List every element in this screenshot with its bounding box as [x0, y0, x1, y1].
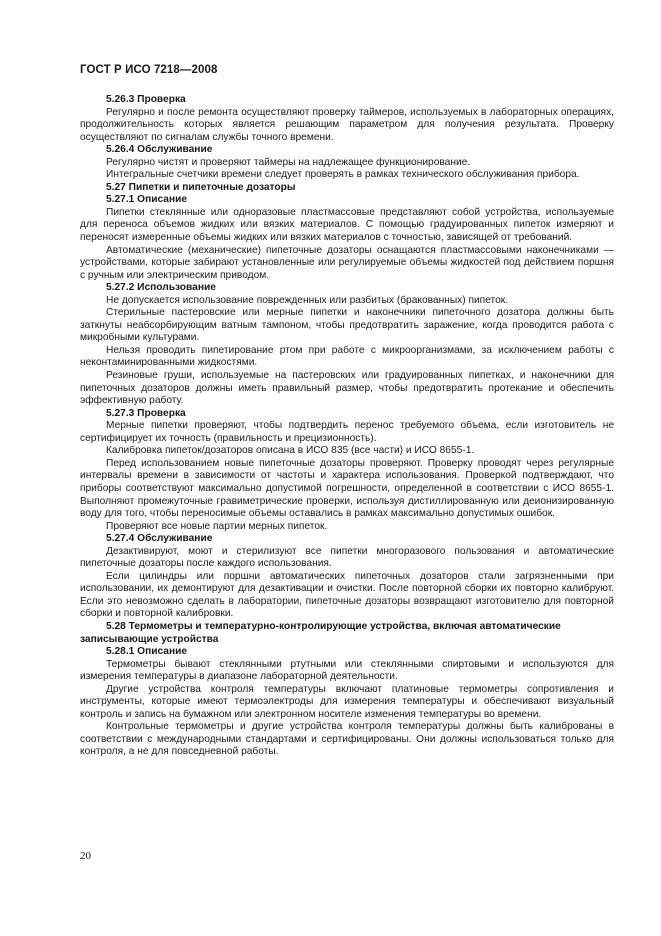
paragraph: Регулярно и после ремонта осуществляют проверку таймеров, используемых в лабораторных операциях, продолжительность которых является решающим параметром для получения результата. Проверку осуществляют по сигналам службы точного времени.	[80, 106, 614, 143]
section-heading: 5.27 Пипетки и пипеточные дозаторы	[106, 181, 296, 193]
paragraph: Интегральные счетчики времени следует проверять в рамках технического обслуживания прибора.	[106, 169, 580, 181]
section-heading: 5.27.4 Обслуживание	[106, 533, 213, 545]
section-heading: 5.27.3 Проверка	[106, 407, 186, 419]
paragraph: Перед использованием новые пипеточные дозаторы проверяют. Проверку проводят через регулярные интервалы времени в зависимости от частоты и характера использования. Проверкой подтверждают, что приборы соответствуют максимально допустимой погрешности, определенной в соответствии с ИСО 8655-1. Выполняют промежуточные гравиметрические проверки, используя дистиллированную или деионизированную воду для того, чтобы переносимые объемы оставались в рамках максимально допустимых ошибок.	[80, 457, 614, 520]
section-heading: 5.28 Термометры и температурно-контролирующие устройства, включая автоматические записывающие устройства	[80, 620, 561, 645]
paragraph: Стерильные пастеровские или мерные пипетки и наконечники пипеточного дозатора должны быть заткнуты неабсорбирующим ватным тампоном, чтобы предотвратить заражение, когда проводится работа с микробными культурами.	[80, 307, 614, 344]
paragraph: Регулярно чистят и проверяют таймеры на надлежащее функционирование.	[106, 156, 471, 168]
paragraph: Термометры бывают стеклянными ртутными или стеклянными спиртовыми и используются для измерения температуры в диапазоне лабораторной деятельности.	[80, 658, 614, 683]
paragraph: Другие устройства контроля температуры включают платиновые термометры сопротивления и инструменты, которые имеют термоэлектроды для измерения температуры и обеспечивают визуальный контроль и запись на бумажном или электронном носителе изменения температуры во времени.	[80, 683, 614, 720]
section-heading: 5.27.2 Использование	[106, 282, 216, 294]
document-body	[80, 94, 614, 759]
paragraph: Если цилиндры или поршни автоматических пипеточных дозаторов стали загрязненными при использовании, их демонтируют для дезактивации и очистки. После повторной сборки их повторно калибруют. Если это невозможно сделать в лаборатории, пипеточные дозаторы возвращают изготовителю для повторной сборки и повторной калибровки.	[80, 570, 614, 620]
paragraph: Не допускается использование поврежденных или разбитых (бракованных) пипеток.	[106, 294, 509, 306]
paragraph: Контрольные термометры и другие устройства контроля температуры должны быть калиброваны в соответствии с международными стандартами и сертифицированы. Они должны использоваться только для контроля, а не для повседневной работы.	[80, 721, 614, 758]
section-heading: 5.28.1 Описание	[106, 646, 188, 658]
paragraph: Дезактивируют, моют и стерилизуют все пипетки многоразового пользования и автоматические пипеточные дозаторы после каждого использования.	[80, 545, 614, 570]
paragraph: Пипетки стеклянные или одноразовые пластмассовые представляют собой устройства, используемые для переноса объемов жидких или вязких материалов. С помощью градуированных пипеток измеряют и переносят измеренные объемы жидких или вязких материалов с точностью, зависящей от требований.	[80, 206, 614, 244]
paragraph: Резиновые груши, используемые на пастеровских или градуированных пипетках, и наконечники для пипеточных дозаторов должны иметь правильный размер, чтобы предотвратить протекание и обеспечить эффективную работу.	[80, 370, 614, 407]
paragraph: Мерные пипетки проверяют, чтобы подтвердить перенос требуемого объема, если изготовитель не сертифицирует их точность (правильность и прецизионность).	[80, 420, 614, 444]
section-heading: 5.27.1 Описание	[106, 194, 188, 206]
page-number: 20	[80, 850, 91, 862]
section-heading: 5.26.3 Проверка	[106, 94, 186, 105]
section-heading: 5.26.4 Обслуживание	[106, 144, 213, 156]
document-header: ГОСТ Р ИСО 7218—2008	[80, 64, 218, 76]
paragraph: Проверяют все новые партии мерных пипеток.	[106, 520, 328, 532]
paragraph: Автоматические (механические) пипеточные дозаторы оснащаются пластмассовыми наконечниками — устройствами, которые забирают установленные или регулируемые объемы жидкостей под действием поршня с ручным или электрическим приводом.	[80, 244, 614, 281]
paragraph: Калибровка пипеток/дозаторов описана в ИСО 835 (все части) и ИСО 8655-1.	[106, 445, 475, 457]
paragraph: Нельзя проводить пипетирование ртом при работе с микроорганизмами, за исключением работы с неконтаминированными жидкостями.	[80, 344, 614, 369]
